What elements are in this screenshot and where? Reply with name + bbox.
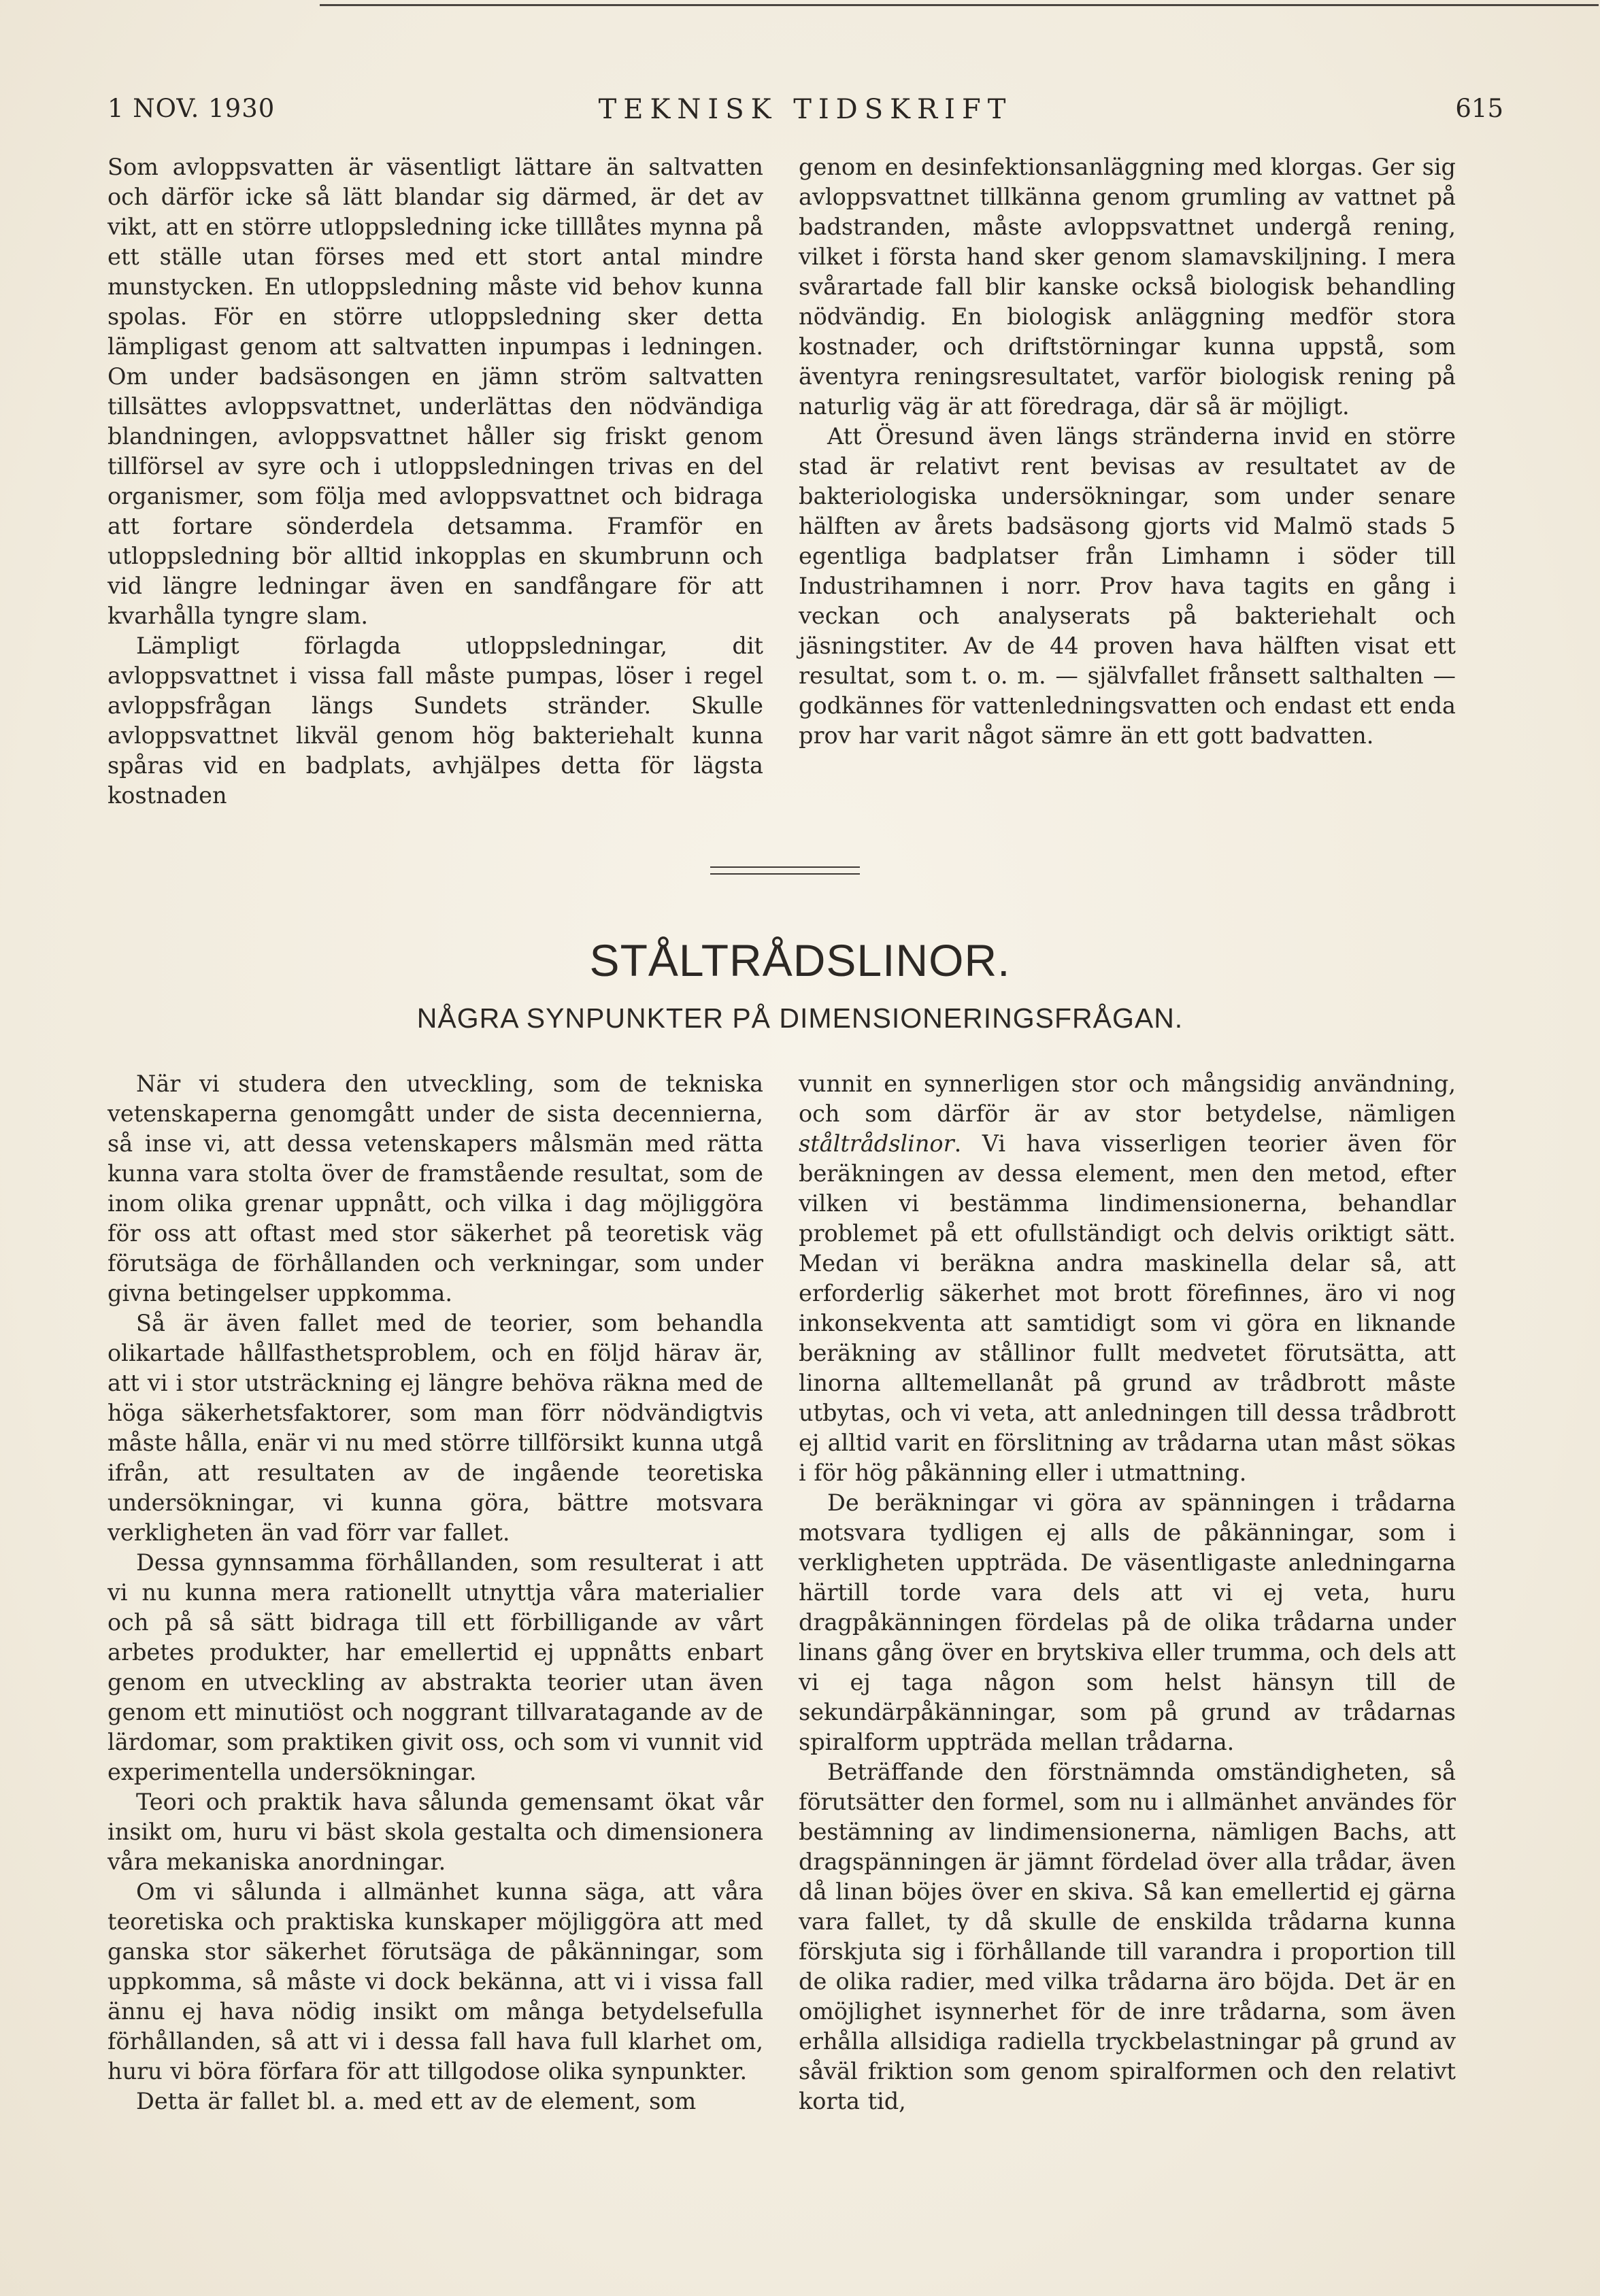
article-subtitle: NÅGRA SYNPUNKTER PÅ DIMENSIONERINGSFRÅGAN. [416,1002,1184,1034]
paragraph: De beräkningar vi göra av spänningen i trådarna motsvara tydligen ej alls de påkänningar, som i verkligheten uppträda. De väsentligaste anledningarna härtill torde vara dels att vi ej veta, huru dragpåkänningen fördelas på de olika trådarna under linans gång över en brytskiva eller trumma, och dels att vi ej taga någon som helst hänsyn till de sekundärpåkänningar, som på grund av trådarnas spiralform uppträda mellan trådarna. [799,1489,1456,1755]
paragraph: Teori och praktik hava sålunda gemensamt ökat vår insikt om, huru vi bäst skola gestalta och dimensionera våra mekaniska anordningar. [107,1789,763,1875]
top-left-column [107,152,763,811]
paragraph: Detta är fallet bl. a. med ett av de element, som [136,2088,697,2114]
paragraph: Lämpligt förlagda utloppsledningar, dit avloppsvattnet i vissa fall måste pumpas, löser i regel avloppsfrågan längs Sundets stränder. Skulle avloppsvattnet likväl genom hög bakteriehalt kunna spåras vid en badplats, avhjälpes detta för lägsta kostnaden [107,632,763,809]
paragraph: Beträffande den förstnämnda omständigheten, så förutsätter den formel, som nu i allmänhet användes för bestämning av lindimensionerna, nämligen Bachs, att dragspänningen är jämnt fördelad över alla trådar, även då linan böjes över en skiva. Så kan emellertid ej gärna vara fallet, ty då skulle de enskilda trådarna kunna förskjuta sig i förhållande till varandra i proportion till de olika radier, med vilka trådarna äro böjda. Det är en omöjlighet isynnerhet för de inre trådarna, som även erhålla allsidiga radiella tryckbelastningar på grund av såväl friktion som genom spiralformen och den relativt korta tid, [799,1759,1456,2114]
journal-title: TEKNISK TIDSKRIFT [598,94,1013,125]
text-run: vunnit en synnerligen stor och mångsidig användning, och som därför är av stor betydelse, nämligen [799,1070,1456,1127]
top-right-column [799,152,1456,751]
paragraph [799,1069,1456,1488]
text-run: . Vi hava visserligen teorier även för beräkningen av dessa element, men den metod, efter vilken vi bestämma lindimensionerna, behandlar problemet på ett ofullständigt och delvis oriktigt sätt. Medan vi beräkna andra maskinella delar så, att erforderlig säkerhet mot brott förefinnes, äro vi nog inkonsekventa att samtidigt som vi göra en liknande beräkning av stållinor fullt medvetet förutsätta, att linorna alltemellanåt på grund av trådbrott måste utbytas, och vi veta, att anledningen till dessa trådbrott ej alltid varit en förslitning av trådarna utan måst sökas i för hög påkänning eller i utmattning. [799,1130,1456,1486]
paragraph: Som avloppsvatten är väsentligt lättare än saltvatten och därför icke så lätt blandar sig därmed, är det av vikt, att en större utloppsledning icke tilllåtes mynna på ett ställe utan förses med ett stort antal mindre munstycken. En utloppsledning måste vid behov kunna spolas. För en större utloppsledning sker detta lämpligast genom att saltvatten inpumpas i ledningen. Om under badsäsongen en jämn ström saltvatten tillsättes avloppsvattnet, underlättas den nödvändiga blandningen, avloppsvattnet håller sig friskt genom tillförsel av syre och i utloppsledningen trivas en del organismer, som följa med avloppsvattnet och bidraga att fortare sönderdela detsamma. Framför en utloppsledning bör alltid inkopplas en skumbrunn och vid längre ledningar även en sandfångare för att kvarhålla tyngre slam. [107,154,763,629]
top-edge-rule [320,4,1599,6]
article-right-column [799,1069,1456,2116]
paragraph: genom en desinfektionsanläggning med klorgas. Ger sig avloppsvattnet tillkänna genom grumling av vattnet på badstranden, måste avloppsvattnet undergå rening, vilket i första hand sker genom slamavskiljning. I mera svårartade fall blir kanske också biologisk behandling nödvändig. En biologisk anläggning medför stora kostnader, och driftstörningar kunna uppstå, som äventyra reningsresultatet, varför biologisk rening på naturlig väg är att föredraga, där så är möjligt. [799,154,1456,420]
section-divider [710,866,860,875]
article-left-column [107,1069,763,2116]
article-title: STÅLTRÅDSLINOR. [589,935,1011,985]
paragraph: När vi studera den utveckling, som de tekniska vetenskaperna genomgått under de sista decennierna, så inse vi, att dessa vetenskapers målsmän med rätta kunna vara stolta över de framstående resultat, som de inom olika grenar uppnått, och vilka i dag möjliggöra för oss att oftast med stor säkerhet på teoretisk väg förutsäga de förhållanden och verkningar, som under givna betingelser uppkomma. [107,1070,763,1306]
page-number: 615 [1455,94,1503,123]
paragraph: Om vi sålunda i allmänhet kunna säga, att våra teoretiska och praktiska kunskaper möjliggöra att med ganska stor säkerhet förutsäga de påkänningar, som uppkomma, så måste vi dock bekänna, att vi i vissa fall ännu ej hava nödig insikt om många betydelsefulla förhållanden, så att vi i dessa fall hava full klarhet om, huru vi böra förfara för att tillgodose olika synpunkter. [107,1878,763,2084]
issue-date: 1 NOV. 1930 [107,94,276,123]
emphasized-term: ståltrådslinor [799,1130,954,1157]
paragraph: Dessa gynnsamma förhållanden, som resulterat i att vi nu kunna mera rationellt utnyttja våra materialier och på så sätt bidraga till ett förbilligande av vårt arbetes produkter, har emellertid ej uppnåtts enbart genom en utveckling av abstrakta teorier utan även genom ett minutiöst och noggrant tillvaratagande av de lärdomar, som praktiken givit oss, och som vi vunnit vid experimentella undersökningar. [107,1549,763,1785]
paragraph: Så är även fallet med de teorier, som behandla olikartade hållfasthetsproblem, och en följd härav är, att vi i stor utsträckning ej längre behöva räkna med de höga säkerhetsfaktorer, som man förr nödvändigtvis måste hålla, enär vi nu med större tillförsikt kunna utgå ifrån, att resultaten av de ingående teoretiska undersökningar, vi kunna göra, bättre motsvara verkligheten än vad förr var fallet. [107,1310,763,1546]
running-header [107,94,1503,135]
paragraph: Att Öresund även längs stränderna invid en större stad är relativt rent bevisas av resultatet av de bakteriologiska undersökningar, som under senare hälften av årets badsäsong gjorts vid Malmö stads 5 egentliga badplatser från Limhamn i söder till Industrihamnen i norr. Prov hava tagits en gång i veckan och analyserats på bakteriehalt och jäsningstiter. Av de 44 proven hava hälften visat ett resultat, som t. o. m. — självfallet frånsett salthalten — godkännes för vattenledningsvatten och endast ett enda prov har varit något sämre än ett gott badvatten. [799,423,1456,749]
